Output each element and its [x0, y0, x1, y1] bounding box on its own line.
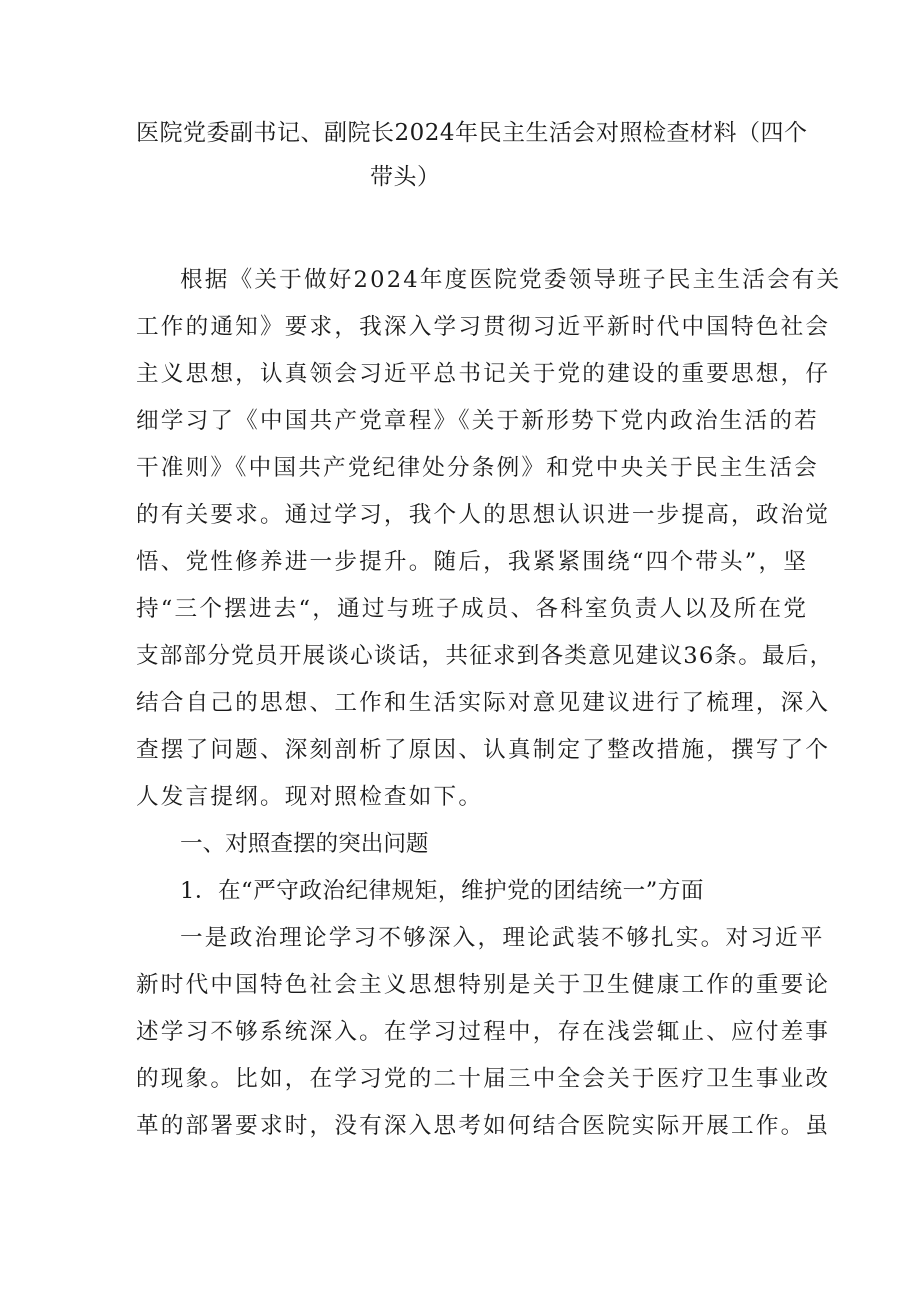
intro-line: 干准则》《中国共产党纪律处分条例》和党中央关于民主生活会: [136, 455, 819, 481]
intro-line: 持“三个摆进去“，通过与班子成员、各科室负责人以及所在党: [136, 596, 809, 622]
intro-line: 细学习了《中国共产党章程》《关于新形势下党内政治生活的若: [136, 408, 819, 434]
subsection-heading: 1．在“严守政治纪律规矩，维护党的团结统一”方面: [180, 878, 704, 904]
paragraph-line: 新时代中国特色社会主义思想特别是关于卫生健康工作的重要论: [136, 972, 831, 998]
intro-line: 悟、党性修养进一步提升。随后，我紧紧围绕“四个带头”，坚: [136, 549, 809, 575]
intro-line: 主义思想，认真领会习近平总书记关于党的建设的重要思想，仔: [136, 361, 831, 387]
section-heading: 一、对照查摆的突出问题: [180, 831, 429, 857]
document-title-line-2: 带头）: [370, 164, 441, 190]
paragraph-line: 革的部署要求时，没有深入思考如何结合医院实际开展工作。虽: [136, 1113, 831, 1139]
paragraph-line: 的现象。比如，在学习党的二十届三中全会关于医疗卫生事业改: [136, 1066, 831, 1092]
intro-line: 结合自己的思想、工作和生活实际对意见建议进行了梳理，深入: [136, 690, 831, 716]
intro-line: 人发言提纲。现对照检查如下。: [136, 784, 484, 810]
document-title-line-1: 医院党委副书记、副院长2024年民主生活会对照检查材料（四个: [136, 120, 808, 146]
intro-line: 查摆了问题、深刻剖析了原因、认真制定了整改措施，撰写了个: [136, 737, 831, 763]
paragraph-line: 一是政治理论学习不够深入，理论武装不够扎实。对习近平: [180, 925, 825, 951]
intro-line: 的有关要求。通过学习，我个人的思想认识进一步提高，政治觉: [136, 502, 831, 528]
paragraph-line: 述学习不够系统深入。在学习过程中，存在浅尝辄止、应付差事: [136, 1019, 831, 1045]
intro-line: 工作的通知》要求，我深入学习贯彻习近平新时代中国特色社会: [136, 314, 831, 340]
intro-line: 根据《关于做好2024年度医院党委领导班子民主生活会有关: [180, 267, 842, 293]
intro-line: 支部部分党员开展谈心谈话，共征求到各类意见建议36条。最后，: [136, 643, 834, 669]
